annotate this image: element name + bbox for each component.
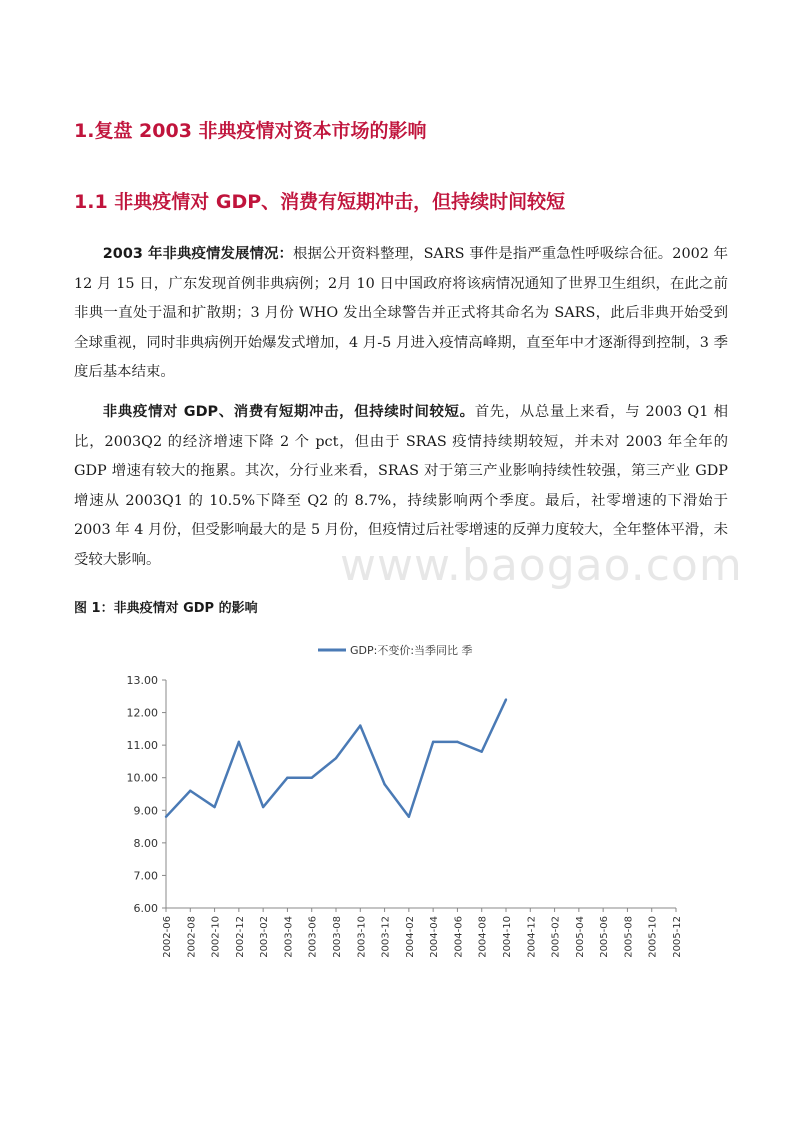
gdp-data-point (456, 741, 458, 743)
y-tick-label: 9.00 (133, 804, 158, 818)
x-tick-label: 2003-06 (307, 916, 319, 958)
x-tick-label: 2004-12 (526, 916, 538, 958)
figure-caption: 图 1：非典疫情对 GDP 的影响 (74, 601, 258, 616)
gdp-data-point (165, 816, 167, 818)
watermark: www.baogao.com (340, 540, 743, 591)
x-tick-label: 2004-04 (429, 916, 441, 958)
x-tick-label: 2004-02 (404, 916, 416, 958)
x-tick-label: 2002-12 (234, 916, 246, 958)
gdp-data-point (408, 816, 410, 818)
gdp-line-chart (74, 628, 714, 968)
x-tick-label: 2005-12 (672, 916, 683, 958)
x-tick-label: 2003-12 (380, 916, 392, 958)
gdp-data-point (335, 757, 337, 759)
x-tick-label: 2005-08 (623, 916, 635, 958)
paragraph-lead: 非典疫情对 GDP、消费有短期冲击，但持续时间较短。 (102, 404, 475, 420)
y-tick-label: 11.00 (126, 739, 158, 753)
gdp-data-point (286, 777, 288, 779)
y-tick-label: 12.00 (126, 706, 158, 720)
x-tick-label: 2003-08 (332, 916, 343, 958)
y-tick-label: 13.00 (126, 674, 158, 687)
y-tick-label: 7.00 (133, 869, 158, 883)
paragraph-body: 首先，从总量上来看，与 2003 Q1 相比，2003Q2 的经济增速下降 2 个 pct，但由于 SRAS 疫情持续期较短，并未对 2003 年全年的 GDP 增速有较大的拖累。其次，分行业来看，SRAS 对于第三产业影响持续性较强，第三产业 GDP 增速从 2003Q1 的 10.5%下降至 Q2 的 8.7%，持续影响两个季度。最后，社零增速的下滑始于 2003 年 4 月份，但受影响最大的是 5 月份，但疫情过后社零增速的反弹力度较大，全年整体平滑，未受较大影响。 (74, 404, 728, 568)
paragraph-sars-timeline (74, 240, 728, 388)
gdp-data-point (311, 777, 313, 779)
y-tick-label: 6.00 (133, 902, 158, 915)
x-tick-label: 2005-02 (550, 916, 562, 958)
x-tick-label: 2005-04 (574, 916, 586, 958)
gdp-data-point (383, 783, 385, 785)
paragraph-lead: 2003 年非典疫情发展情况： (102, 246, 294, 262)
x-tick-label: 2002-10 (210, 916, 222, 958)
gdp-data-point (505, 698, 507, 700)
paragraph-body: 根据公开资料整理，SARS 事件是指严重急性呼吸综合征。2002 年 12 月 15 日，广东发现首例非典病例；2月 10 日中国政府将该病情况通知了世界卫生组织，在此之前非典一直处于温和扩散期；3 月份 WHO 发出全球警告并正式将其命名为 SARS，此后非典开始受到全球重视，同时非典病例开始爆发式增加，4 月-5 月进入疫情高峰期，直至年中才逐渐得到控制，3 季度后基本结束。 (74, 246, 728, 380)
x-tick-label: 2002-08 (186, 916, 198, 958)
gdp-data-point (189, 790, 191, 792)
gdp-data-point (481, 750, 483, 752)
y-tick-label: 10.00 (126, 771, 158, 785)
gdp-data-point (238, 741, 240, 743)
legend-label: GDP:不变价:当季同比 季 (350, 644, 473, 657)
x-tick-label: 2005-10 (647, 916, 659, 958)
x-tick-label: 2003-10 (356, 916, 368, 958)
x-tick-label: 2003-02 (259, 916, 271, 958)
chart-legend (318, 643, 473, 657)
gdp-data-point (359, 724, 361, 726)
gdp-data-point (213, 806, 215, 808)
x-tick-label: 2004-10 (502, 916, 513, 958)
x-tick-label: 2004-08 (477, 916, 489, 958)
x-tick-label: 2005-06 (599, 916, 611, 958)
y-tick-label: 8.00 (133, 836, 158, 850)
section-heading-1-1: 1.1 非典疫情对 GDP、消费有短期冲击，但持续时间较短 (74, 191, 566, 213)
x-tick-label: 2003-04 (283, 916, 295, 958)
gdp-data-point (262, 806, 264, 808)
x-tick-label: 2004-06 (453, 916, 465, 958)
section-heading-1: 1.复盘 2003 非典疫情对资本市场的影响 (74, 120, 427, 142)
x-tick-label: 2002-06 (162, 916, 173, 958)
gdp-data-point (432, 741, 434, 743)
